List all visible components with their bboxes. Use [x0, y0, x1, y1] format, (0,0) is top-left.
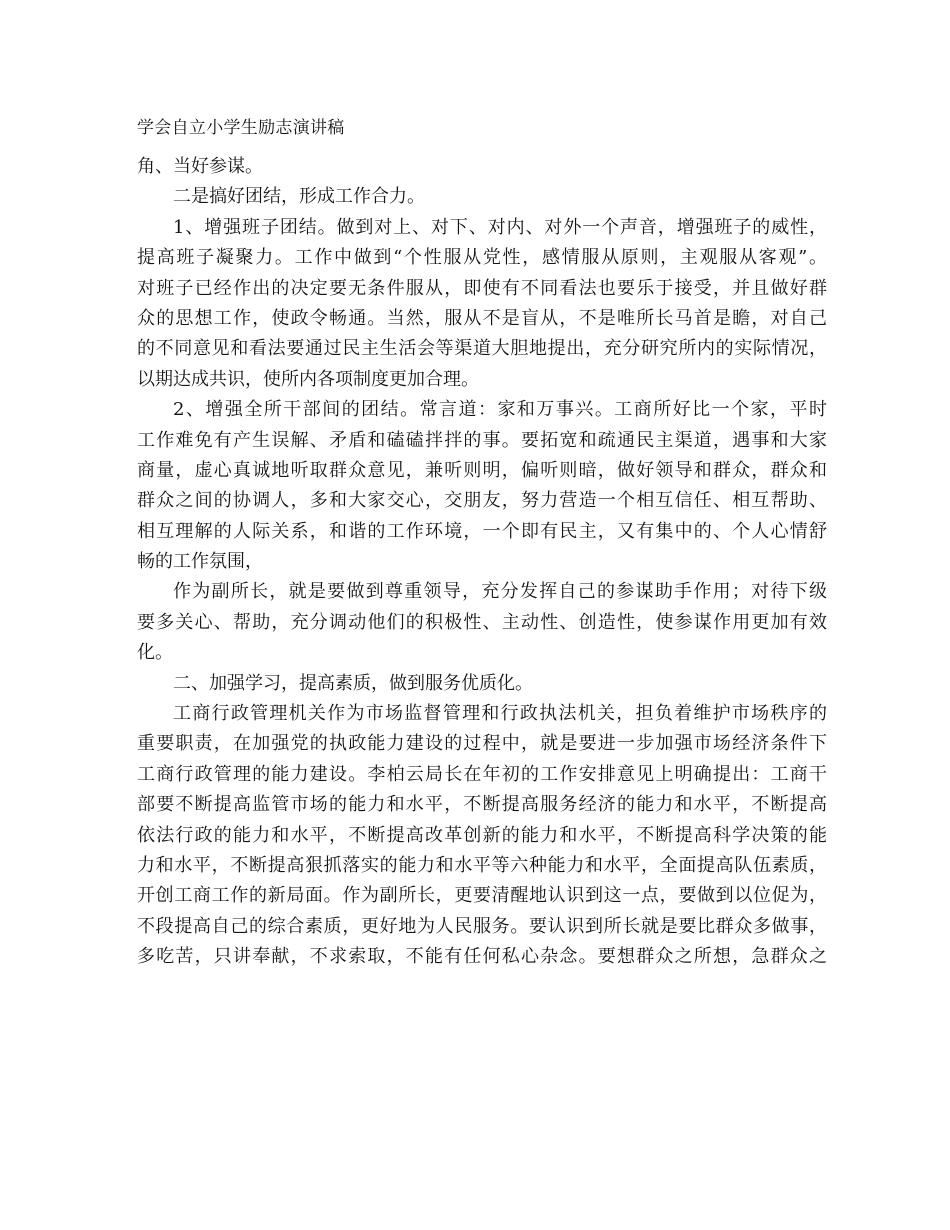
text-line: 的不同意见和看法要通过民主生活会等渠道大胆地提出，充分研究所内的实际情况，	[137, 338, 827, 360]
text-line: 相互理解的人际关系，和谐的工作环境，一个即有民主，又有集中的、个人心情舒	[137, 520, 827, 542]
text-line: 角、当好参谋。	[137, 156, 263, 177]
document-body	[137, 152, 827, 973]
text-line: 畅的工作氛围，	[137, 551, 263, 573]
text-line: 工商行政管理的能力建设。李柏云局长在年初的工作安排意见上明确提出：工商干	[137, 763, 827, 785]
text-line: 工商行政管理机关作为市场监督管理和行政执法机关，担负着维护市场秩序的	[173, 703, 827, 725]
text-line: 对班子已经作出的决定要无条件服从，即使有不同看法也要乐于接受，并且做好群	[137, 277, 827, 299]
text-line: 提高班子凝聚力。工作中做到“个性服从党性，感情服从原则，主观服从客观”。	[137, 247, 827, 269]
text-line: 部要不断提高监管市场的能力和水平，不断提高服务经济的能力和水平，不断提高	[137, 794, 827, 816]
text-line: 以期达成共识，使所内各项制度更加合理。	[137, 368, 479, 390]
document-title: 学会自立小学生励志演讲稿	[137, 118, 345, 138]
text-line: 二是搞好团结，形成工作合力。	[173, 186, 425, 208]
text-line: 要多关心、帮助，充分调动他们的积极性、主动性、创造性，使参谋作用更加有效	[137, 611, 827, 633]
text-line: 群众之间的协调人，多和大家交心，交朋友，努力营造一个相互信任、相互帮助、	[137, 490, 827, 512]
text-line: 力和水平，不断提高狠抓落实的能力和水平等六种能力和水平，全面提高队伍素质，	[137, 854, 827, 876]
text-line: 2、增强全所干部间的团结。常言道：家和万事兴。工商所好比一个家，平时	[173, 399, 827, 421]
text-line: 不段提高自己的综合素质，更好地为人民服务。要认识到所长就是要比群众多做事，	[137, 915, 827, 937]
text-line: 重要职责，在加强党的执政能力建设的过程中，就是要进一步加强市场经济条件下	[137, 733, 827, 755]
text-line: 化。	[137, 642, 173, 664]
text-line: 众的思想工作，使政令畅通。当然，服从不是盲从，不是唯所长马首是瞻，对自己	[137, 307, 827, 329]
text-line: 二、加强学习，提高素质，做到服务优质化。	[173, 672, 533, 694]
text-line: 商量，虚心真诚地听取群众意见，兼听则明，偏听则暗，做好领导和群众，群众和	[137, 459, 827, 481]
text-line: 1、增强班子团结。做到对上、对下、对内、对外一个声音，增强班子的威性，	[173, 216, 827, 238]
text-line: 作为副所长，就是要做到尊重领导，充分发挥自己的参谋助手作用；对待下级	[173, 581, 827, 603]
text-line: 工作难免有产生误解、矛盾和磕磕拌拌的事。要拓宽和疏通民主渠道，遇事和大家	[137, 429, 827, 451]
text-line: 开创工商工作的新局面。作为副所长，更要清醒地认识到这一点，要做到以位促为，	[137, 885, 827, 907]
text-line: 依法行政的能力和水平，不断提高改革创新的能力和水平，不断提高科学决策的能	[137, 824, 827, 846]
text-line: 多吃苦，只讲奉献，不求索取，不能有任何私心杂念。要想群众之所想，急群众之	[137, 946, 827, 968]
